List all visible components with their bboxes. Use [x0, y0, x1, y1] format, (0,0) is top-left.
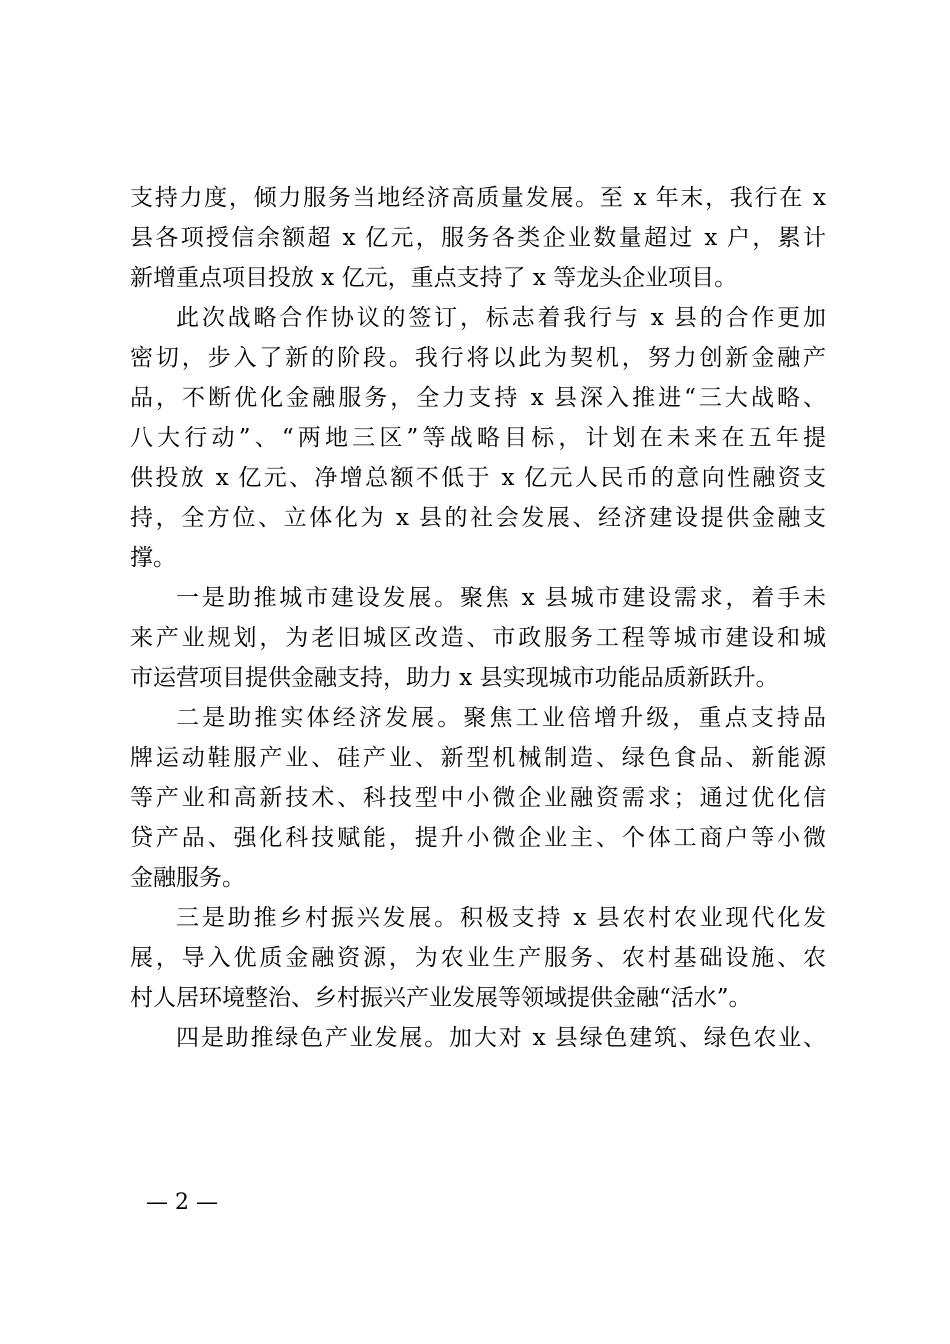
text-line: 四是助推绿色产业发展。加大对 x 县绿色建筑、绿色农业、	[176, 1025, 826, 1051]
text-line: 村人居环境整治、乡村振兴产业发展等领域提供金融“活水”。	[130, 985, 752, 1011]
text-line: 密切，步入了新的阶段。我行将以此为契机，努力创新金融产	[130, 345, 826, 371]
text-line: 来产业规划，为老旧城区改造、市政服务工程等城市建设和城	[130, 625, 826, 651]
document-body	[130, 178, 826, 1058]
text-line: 此次战略合作协议的签订，标志着我行与 x 县的合作更加	[176, 305, 826, 331]
text-line: 三是助推乡村振兴发展。积极支持 x 县农村农业现代化发	[176, 905, 826, 931]
text-line: 品，不断优化金融服务，全力支持 x 县深入推进“三大战略、	[130, 385, 826, 411]
text-line: 八大行动”、“两地三区”等战略目标，计划在未来在五年提	[130, 425, 826, 451]
text-line: 二是助推实体经济发展。聚焦工业倍增升级，重点支持品	[176, 705, 826, 731]
text-line: 市运营项目提供金融支持，助力 x 县实现城市功能品质新跃升。	[130, 665, 779, 691]
text-line: 撑。	[130, 545, 176, 571]
text-line: 供投放 x 亿元、净增总额不低于 x 亿元人民币的意向性融资支	[130, 465, 826, 491]
text-line: 展，导入优质金融资源，为农业生产服务、农村基础设施、农	[130, 945, 826, 971]
page-number: — 2 —	[146, 1190, 218, 1215]
text-line: 贷产品、强化科技赋能，提升小微企业主、个体工商户等小微	[130, 825, 826, 851]
text-line: 持，全方位、立体化为 x 县的社会发展、经济建设提供金融支	[130, 505, 826, 531]
text-line: 一是助推城市建设发展。聚焦 x 县城市建设需求，着手未	[176, 585, 826, 611]
text-line: 牌运动鞋服产业、硅产业、新型机械制造、绿色食品、新能源	[130, 745, 826, 771]
text-line: 支持力度，倾力服务当地经济高质量发展。至 x 年末，我行在 x	[130, 185, 826, 211]
text-line: 新增重点项目投放 x 亿元，重点支持了 x 等龙头企业项目。	[130, 265, 738, 291]
text-line: 县各项授信余额超 x 亿元，服务各类企业数量超过 x 户，累计	[130, 225, 826, 251]
text-line: 等产业和高新技术、科技型中小微企业融资需求；通过优化信	[130, 785, 826, 811]
text-line: 金融服务。	[130, 865, 245, 891]
